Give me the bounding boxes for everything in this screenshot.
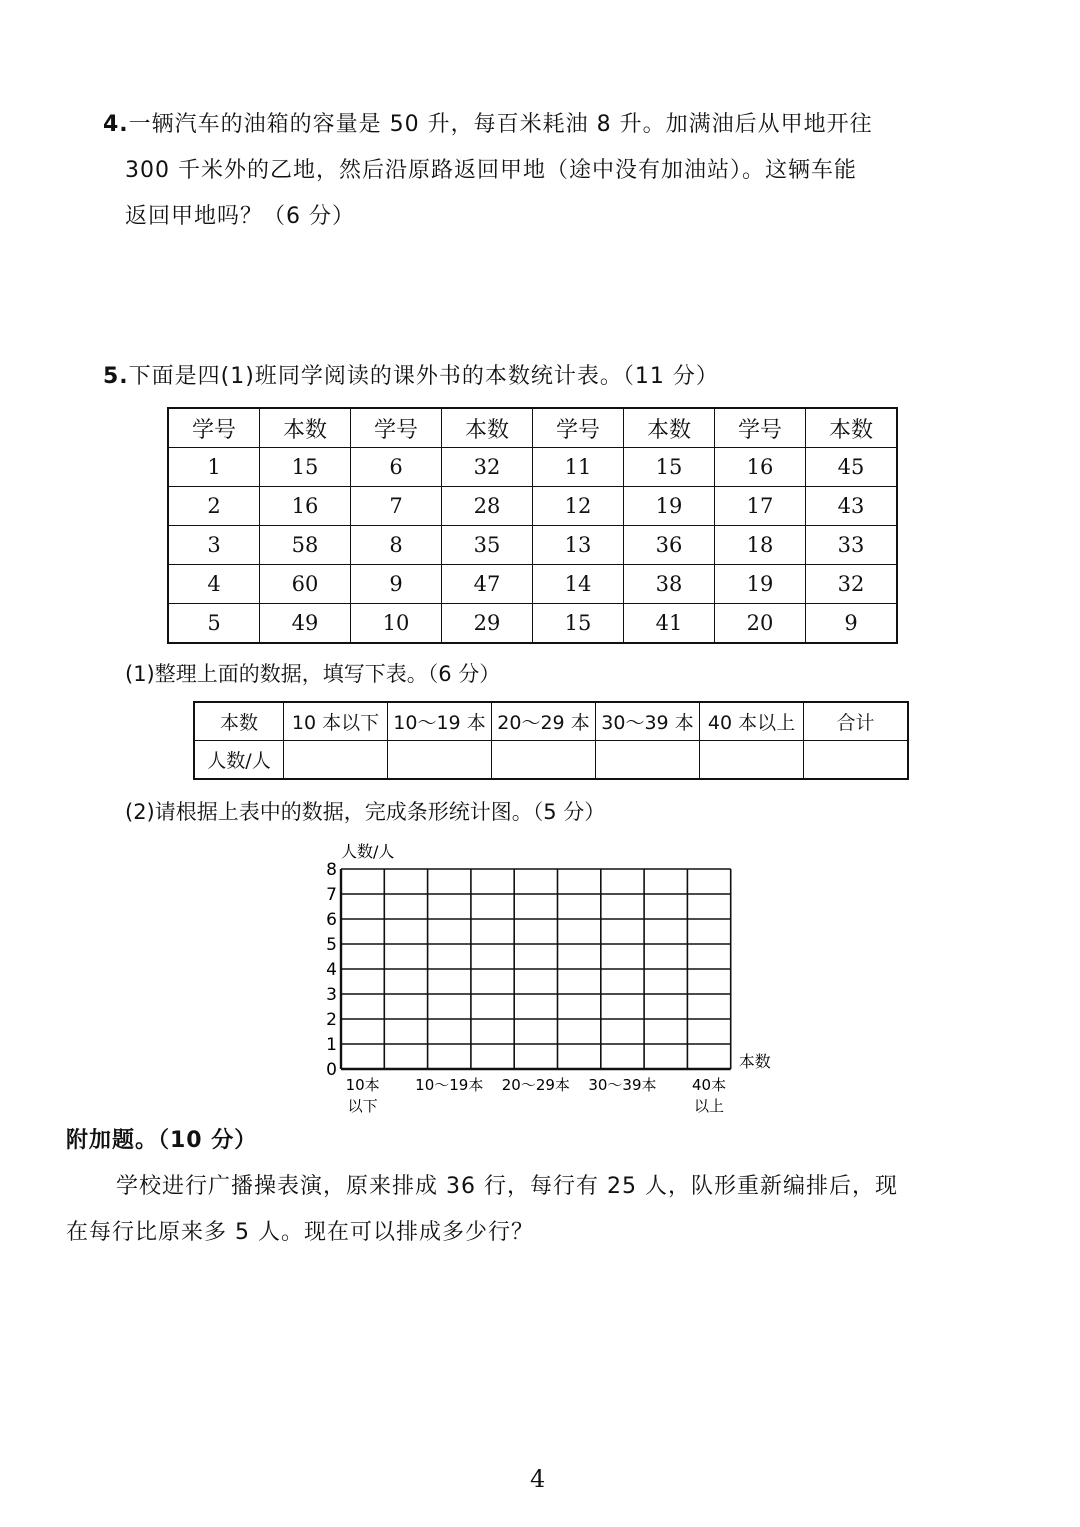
bonus-line-2: 在每行比原来多 5 人。现在可以排成多少行？ [66, 1220, 534, 1245]
y-tick-label: 5 [326, 935, 337, 955]
x-category-label: 30～39本 [588, 1076, 657, 1094]
table-cell: 8 [351, 526, 442, 565]
table-cell: 5 [168, 604, 260, 644]
summary-header-cell: 合计 [804, 702, 909, 741]
y-axis-label: 人数/人 [341, 842, 395, 861]
table-cell: 16 [715, 448, 806, 487]
x-category-label: 40本 [692, 1076, 727, 1094]
table-cell: 11 [533, 448, 624, 487]
y-tick-label: 4 [326, 960, 337, 980]
x-category-label: 10本 [345, 1076, 380, 1094]
question-5-title: 5.下面是四(1)班同学阅读的课外书的本数统计表。（11 分） [103, 364, 719, 389]
summary-answer-cell[interactable] [700, 741, 804, 780]
table-row [168, 604, 897, 644]
reading-stats-table [167, 407, 898, 644]
table-cell: 49 [260, 604, 351, 644]
table-row [168, 526, 897, 565]
part-2-instruction: (2)请根据上表中的数据，完成条形统计图。（5 分） [125, 800, 606, 824]
table-cell: 6 [351, 448, 442, 487]
table-cell: 20 [715, 604, 806, 644]
table-cell: 32 [442, 448, 533, 487]
table-cell: 45 [806, 448, 898, 487]
table-header-row [168, 408, 897, 448]
summary-header-cell: 20～29 本 [492, 702, 596, 741]
y-tick-label: 0 [326, 1060, 337, 1080]
x-category-label: 10～19本 [415, 1076, 484, 1094]
y-tick-label: 7 [326, 885, 337, 905]
table-cell: 47 [442, 565, 533, 604]
table-cell: 43 [806, 487, 898, 526]
bonus-question [66, 1118, 966, 1256]
table-cell: 2 [168, 487, 260, 526]
table-cell: 35 [442, 526, 533, 565]
table-cell: 58 [260, 526, 351, 565]
table-cell: 1 [168, 448, 260, 487]
table-cell: 12 [533, 487, 624, 526]
part-1-instruction: (1)整理上面的数据，填写下表。（6 分） [125, 662, 501, 686]
table-header-cell: 学号 [533, 408, 624, 448]
bar-chart [300, 835, 800, 1125]
page-number: 4 [530, 1465, 546, 1493]
table-cell: 14 [533, 565, 624, 604]
table-header-cell: 本数 [806, 408, 898, 448]
table-header-cell: 本数 [260, 408, 351, 448]
table-row [168, 487, 897, 526]
question-5-number: 5. [103, 364, 129, 389]
table-header-cell: 本数 [442, 408, 533, 448]
x-category-label-line2: 以上 [694, 1097, 725, 1115]
summary-answer-cell[interactable] [804, 741, 909, 780]
table-cell: 9 [806, 604, 898, 644]
question-4 [103, 102, 963, 240]
summary-header-cell: 10 本以下 [284, 702, 388, 741]
table-cell: 15 [533, 604, 624, 644]
y-tick-label: 8 [326, 860, 337, 880]
table-cell: 15 [260, 448, 351, 487]
table-header-cell: 本数 [624, 408, 715, 448]
summary-header-cell: 40 本以上 [700, 702, 804, 741]
y-tick-label: 1 [326, 1035, 337, 1055]
table-cell: 19 [624, 487, 715, 526]
table-cell: 18 [715, 526, 806, 565]
table-cell: 29 [442, 604, 533, 644]
summary-header-row [194, 702, 908, 741]
table-cell: 9 [351, 565, 442, 604]
summary-answer-cell[interactable] [596, 741, 700, 780]
table-cell: 3 [168, 526, 260, 565]
x-category-label-line2: 以下 [347, 1097, 378, 1115]
summary-table [193, 701, 909, 780]
table-cell: 38 [624, 565, 715, 604]
y-tick-label: 6 [326, 910, 337, 930]
table-cell: 17 [715, 487, 806, 526]
table-cell: 28 [442, 487, 533, 526]
summary-answer-cell[interactable] [492, 741, 596, 780]
summary-count-row [194, 741, 908, 780]
summary-header-cell: 30～39 本 [596, 702, 700, 741]
bonus-line-1: 学校进行广播操表演，原来排成 36 行，每行有 25 人，队形重新编排后，现 [116, 1174, 898, 1199]
table-cell: 60 [260, 565, 351, 604]
summary-answer-cell[interactable] [284, 741, 388, 780]
table-header-cell: 学号 [715, 408, 806, 448]
summary-header-cell: 10～19 本 [388, 702, 492, 741]
table-cell: 15 [624, 448, 715, 487]
x-axis-label: 本数 [738, 1052, 771, 1071]
table-cell: 10 [351, 604, 442, 644]
y-tick-label: 2 [326, 1010, 337, 1030]
summary-row-label: 人数/人 [194, 741, 284, 780]
bonus-title: 附加题。（10 分） [66, 1128, 258, 1153]
table-cell: 16 [260, 487, 351, 526]
table-cell: 19 [715, 565, 806, 604]
table-cell: 7 [351, 487, 442, 526]
table-cell: 36 [624, 526, 715, 565]
table-cell: 33 [806, 526, 898, 565]
question-4-line-3: 返回甲地吗？（6 分） [125, 204, 355, 229]
table-header-cell: 学号 [168, 408, 260, 448]
table-row [168, 565, 897, 604]
table-cell: 13 [533, 526, 624, 565]
x-category-label: 20～29本 [501, 1076, 570, 1094]
question-4-line-1: 4.一辆汽车的油箱的容量是 50 升，每百米耗油 8 升。加满油后从甲地开往 [103, 112, 873, 137]
table-header-cell: 学号 [351, 408, 442, 448]
summary-header-cell: 本数 [194, 702, 284, 741]
y-tick-label: 3 [326, 985, 337, 1005]
question-4-number: 4. [103, 112, 129, 137]
table-row [168, 448, 897, 487]
table-cell: 32 [806, 565, 898, 604]
summary-answer-cell[interactable] [388, 741, 492, 780]
table-cell: 41 [624, 604, 715, 644]
question-4-line-2: 300 千米外的乙地，然后沿原路返回甲地（途中没有加油站）。这辆车能 [125, 158, 857, 183]
table-cell: 4 [168, 565, 260, 604]
